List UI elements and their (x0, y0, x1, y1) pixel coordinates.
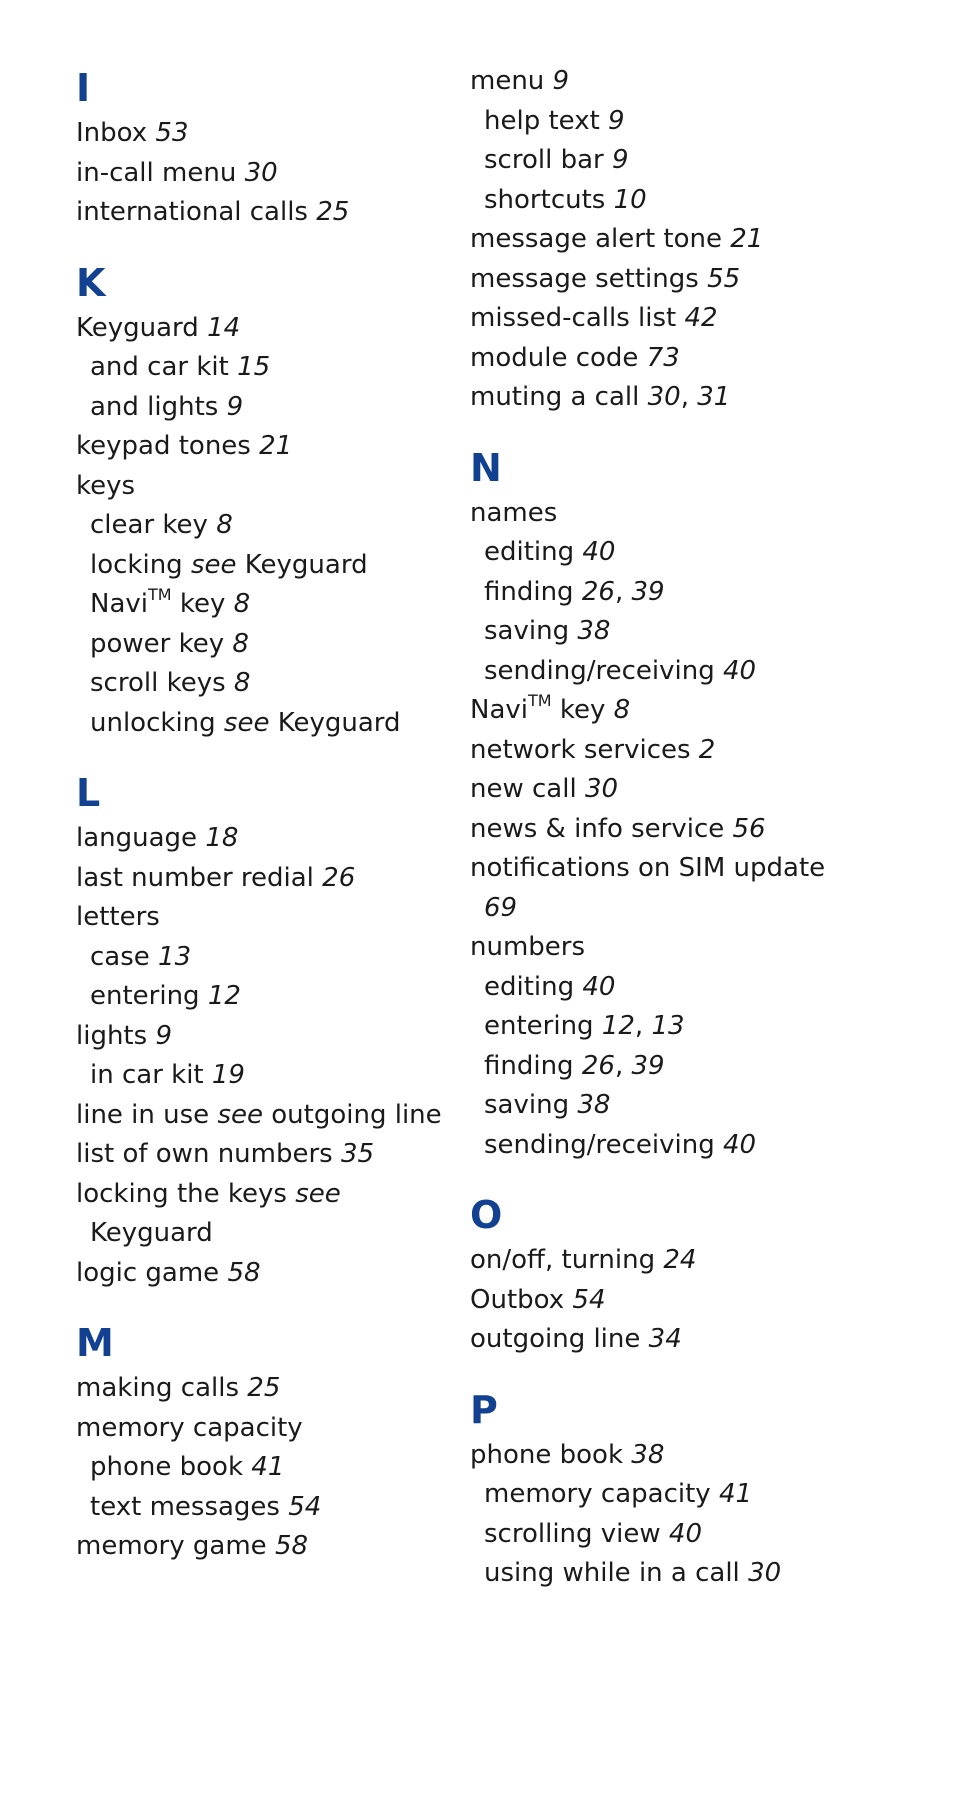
index-section (470, 442, 910, 1166)
page-number: 2 (698, 734, 716, 765)
page-number: 14 (207, 312, 241, 343)
page-number: 56 (732, 813, 766, 844)
index-term: muting a call (470, 382, 640, 412)
page-number: 55 (707, 263, 741, 294)
page-number: 13 (651, 1011, 685, 1041)
index-entry (470, 260, 910, 300)
index-entry: muting a call 30, 31 (470, 382, 731, 412)
index-term: entering (90, 981, 200, 1011)
page-number: 39 (631, 1050, 665, 1081)
page-number: 40 (668, 1518, 703, 1549)
index-term: sending/receiving (484, 1129, 715, 1160)
index-term: scrolling view (484, 1518, 661, 1549)
index-term: scroll keys (90, 668, 226, 698)
index-subentry (76, 585, 456, 625)
page-number: 41 (251, 1452, 285, 1482)
index-term: last number redial (76, 862, 314, 893)
index-term: clear key (90, 510, 208, 540)
index-term: saving (484, 616, 570, 646)
index-term: help text (484, 105, 600, 136)
see-reference: see (223, 707, 270, 738)
page-number: 40 (722, 1129, 757, 1160)
index-term: phone book (470, 1439, 624, 1470)
page-number: 54 (572, 1284, 606, 1315)
index-subentry: entering 12, 13 (484, 1011, 685, 1041)
page-number: 15 (237, 352, 271, 382)
index-subentry (76, 664, 456, 704)
index-term: outgoing line (470, 1324, 641, 1354)
page-number: 12 (601, 1011, 635, 1041)
index-entry (470, 928, 910, 968)
page-number: 18 (205, 823, 239, 853)
page-number: 30 (244, 157, 278, 188)
page-number: 25 (316, 197, 350, 227)
index-term: international calls (76, 197, 308, 227)
page-number: 58 (227, 1257, 261, 1288)
index-term: news & info service (470, 813, 725, 844)
see-reference: see (295, 1178, 341, 1209)
index-term: missed-calls list (470, 303, 677, 333)
index-subentry (76, 704, 456, 744)
index-entry (470, 691, 910, 731)
page-number: 54 (288, 1491, 322, 1522)
index-term: on/off, turning (470, 1245, 656, 1275)
page-number: 8 (233, 668, 251, 698)
index-term: message settings (470, 263, 699, 294)
index-entry (76, 427, 456, 467)
page-number: 39 (631, 576, 665, 607)
index-term: editing (484, 971, 575, 1002)
index-entry (76, 309, 456, 349)
index-entry (470, 494, 910, 534)
index-term: numbers (470, 932, 586, 962)
page-number: 73 (646, 342, 680, 373)
index-term: names (470, 497, 558, 528)
index-section (76, 1317, 456, 1567)
index-section (470, 1189, 910, 1360)
index-subentry (470, 612, 910, 652)
index-entry (76, 1135, 456, 1175)
page-number: 30 (748, 1558, 782, 1588)
index-term: shortcuts (484, 184, 606, 215)
index-subentry (470, 889, 910, 929)
page-number: 25 (247, 1373, 281, 1403)
index-letter-heading: K (76, 260, 106, 305)
index-term: text messages (90, 1491, 280, 1522)
index-letter-heading: M (76, 1321, 114, 1365)
index-term: editing (484, 537, 575, 567)
index-section (470, 1384, 910, 1594)
see-reference: see (217, 1099, 263, 1130)
index-term: language (76, 823, 198, 853)
page-number: 69 (484, 892, 518, 923)
index-entry (76, 1409, 456, 1449)
index-term: and lights (90, 391, 219, 422)
index-term: scroll bar (484, 145, 604, 175)
page-number: 8 (232, 628, 249, 659)
index-section (76, 62, 456, 233)
index-section (470, 62, 910, 418)
index-term: and car kit (90, 352, 229, 382)
page-number: 9 (608, 105, 625, 136)
cross-reference-target: Keyguard (277, 707, 401, 738)
index-subentry (76, 348, 456, 388)
index-term: keypad tones (76, 431, 251, 461)
index-subentry (76, 506, 456, 546)
index-term: list of own numbers (76, 1139, 333, 1169)
page-number: 41 (718, 1479, 753, 1509)
index-subentry (76, 938, 456, 978)
index-term: finding (484, 576, 574, 607)
index-subentry (470, 102, 910, 142)
index-subentry (470, 652, 910, 692)
index-letter-heading: P (470, 1387, 498, 1432)
index-entry (470, 339, 910, 379)
index-entry (470, 299, 910, 339)
page-number: 21 (259, 431, 293, 461)
index-term: logic game (76, 1257, 220, 1288)
index-subentry (470, 968, 910, 1008)
index-entry (76, 1096, 456, 1136)
page-number: 38 (577, 1090, 611, 1120)
index-term: new call (470, 774, 577, 804)
index-entry (470, 1241, 910, 1281)
page-number: 35 (340, 1139, 375, 1169)
index-subentry (76, 1448, 456, 1488)
index-subentry (76, 388, 456, 428)
index-subentry (76, 977, 456, 1017)
page-number: 26 (581, 576, 615, 607)
index-entry (470, 770, 910, 810)
index-term: locking the keys (76, 1178, 287, 1209)
index-entry (470, 62, 910, 102)
index-section (76, 767, 456, 1293)
index-term: finding (484, 1050, 574, 1081)
index-entry (76, 1254, 456, 1294)
index-term: module code (470, 342, 639, 373)
cross-reference-target: outgoing line (271, 1099, 442, 1130)
page-number: 40 (582, 971, 616, 1002)
index-term: menu (470, 66, 545, 96)
index-term: message alert tone (470, 224, 722, 254)
index-entry (76, 467, 456, 507)
index-subentry (470, 1475, 910, 1515)
page-number: 38 (631, 1439, 665, 1470)
index-term: Navi (470, 695, 528, 725)
index-subentry (470, 1126, 910, 1166)
index-letter-heading: N (470, 445, 502, 490)
index-entry (76, 114, 456, 154)
index-letter-heading: O (470, 1193, 503, 1237)
index-entry (76, 898, 456, 938)
index-term: saving (484, 1090, 570, 1120)
index-term: line in use (76, 1099, 210, 1130)
index-term: sending/receiving (484, 655, 715, 686)
index-entry (76, 859, 456, 899)
page-number: 9 (552, 66, 570, 96)
index-term: case (90, 941, 150, 972)
index-term: memory capacity (484, 1479, 711, 1509)
index-term: keys (76, 470, 136, 501)
page-number: 38 (577, 616, 611, 646)
trademark-superscript: TM (528, 691, 552, 710)
index-term: Outbox (470, 1284, 565, 1315)
index-term: network services (470, 734, 691, 765)
page-number: 9 (155, 1020, 172, 1051)
index-column-right (470, 62, 910, 1618)
index-subentry: finding 26, 39 (484, 576, 665, 607)
index-term-suffix: key (171, 589, 226, 619)
page-number: 21 (730, 224, 764, 254)
index-subentry (76, 1488, 456, 1528)
index-entry (470, 220, 910, 260)
page-number: 26 (581, 1050, 615, 1081)
index-subentry (470, 1515, 910, 1555)
index-term: using while in a call (484, 1558, 740, 1588)
index-term: locking (90, 549, 183, 580)
cross-reference-target: Keyguard (244, 549, 368, 580)
page-number: 34 (648, 1324, 682, 1354)
index-term: phone book (90, 1452, 244, 1482)
page-number: 31 (697, 382, 731, 412)
index-term: memory game (76, 1531, 267, 1561)
index-term: notifications on SIM update (470, 853, 826, 883)
index-term: in-call menu (76, 157, 237, 188)
index-subentry (470, 1086, 910, 1126)
page-number: 30 (584, 774, 619, 804)
page-number: 40 (722, 655, 757, 686)
page-number: 26 (322, 862, 356, 893)
index-entry (470, 731, 910, 771)
index-term-suffix: key (551, 695, 606, 725)
page-number: 30 (647, 382, 681, 412)
index-subentry (470, 533, 910, 573)
index-entry (76, 819, 456, 859)
see-reference: see (190, 549, 237, 580)
index-subentry (470, 1554, 910, 1594)
index-term: Keyguard (90, 1218, 213, 1248)
page-number: 8 (613, 695, 631, 725)
index-entry (76, 154, 456, 194)
index-subentry (76, 1214, 456, 1254)
page-number: 58 (274, 1531, 309, 1561)
index-subentry (76, 625, 456, 665)
index-entry (470, 1436, 910, 1476)
page-number: 13 (158, 941, 192, 972)
page-number: 9 (226, 391, 244, 422)
index-term: Keyguard (76, 312, 199, 343)
index-term: Navi (90, 589, 148, 619)
index-entry (76, 193, 456, 233)
page-number: 8 (233, 589, 251, 619)
trademark-superscript: TM (148, 585, 172, 604)
index-section (76, 257, 456, 744)
index-term: lights (76, 1020, 148, 1051)
page-number: 12 (207, 981, 241, 1011)
index-column-left (76, 62, 456, 1591)
index-term: entering (484, 1011, 594, 1041)
index-term: power key (90, 628, 225, 659)
index-entry (76, 1527, 456, 1567)
index-entry (76, 1175, 456, 1215)
index-letter-heading: L (76, 771, 101, 815)
page-number: 40 (582, 537, 616, 567)
page-number: 19 (211, 1060, 245, 1090)
index-term: letters (76, 902, 160, 932)
page-number: 8 (216, 510, 233, 540)
index-term: unlocking (90, 707, 216, 738)
index-entry (470, 810, 910, 850)
page-number: 10 (613, 184, 647, 215)
index-entry (470, 1281, 910, 1321)
index-term: Inbox (76, 118, 148, 148)
index-term: in car kit (90, 1060, 204, 1090)
index-subentry (76, 1056, 456, 1096)
page-number: 24 (663, 1245, 697, 1275)
index-entry (76, 1369, 456, 1409)
index-term: making calls (76, 1373, 240, 1403)
index-entry (470, 849, 910, 889)
page-number: 9 (611, 145, 629, 175)
index-subentry (470, 141, 910, 181)
index-subentry: finding 26, 39 (484, 1050, 665, 1081)
index-term: memory capacity (76, 1412, 303, 1443)
index-letter-heading: I (76, 66, 91, 110)
page-number: 53 (155, 118, 189, 148)
index-subentry (470, 181, 910, 221)
index-subentry (76, 546, 456, 586)
page-number: 42 (684, 303, 718, 333)
index-entry (470, 1320, 910, 1360)
index-entry (76, 1017, 456, 1057)
